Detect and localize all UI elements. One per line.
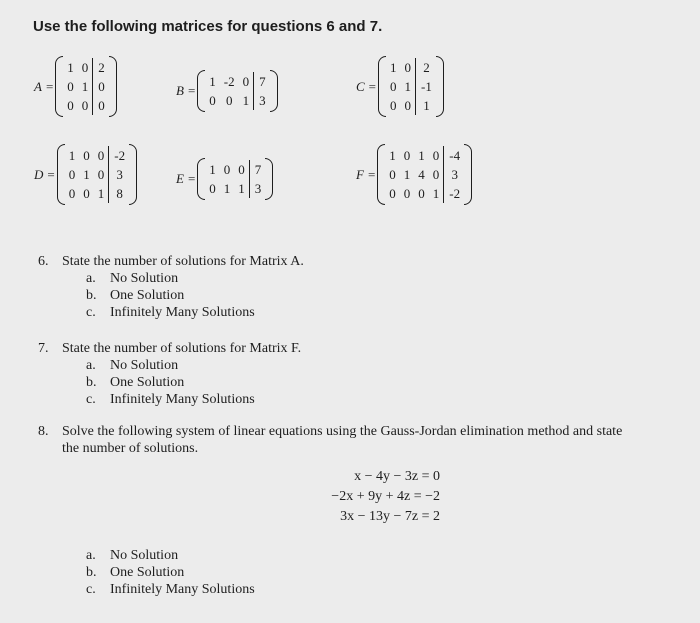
option-no-solution[interactable] xyxy=(86,357,255,374)
matrix-table xyxy=(386,58,436,115)
question-6-options xyxy=(86,270,255,321)
matrix-cell: 0 xyxy=(432,148,440,163)
matrix-cell: -4 xyxy=(444,146,464,165)
option-text: One Solution xyxy=(110,375,185,390)
matrix-cell: 1 xyxy=(403,167,411,182)
question-text: State the number of solutions for Matrix A. xyxy=(62,254,304,269)
matrix-cell: 1 xyxy=(97,186,105,201)
matrix-cell: 0 xyxy=(67,79,74,94)
question-text: State the number of solutions for Matrix F. xyxy=(62,341,302,356)
matrix-cell: 0 xyxy=(81,60,89,75)
equation: 3x − 13y − 7z = 2 xyxy=(340,509,440,524)
matrix-b xyxy=(176,70,278,112)
option-one-solution[interactable] xyxy=(86,564,255,581)
matrix-cell: 1 xyxy=(418,148,425,163)
matrix-brackets xyxy=(378,56,444,117)
matrix-name: C xyxy=(356,78,365,94)
matrix-c xyxy=(356,56,444,117)
question-number: 8. xyxy=(38,424,49,439)
matrix-table xyxy=(205,72,269,110)
option-infinitely-many[interactable] xyxy=(86,581,255,598)
matrix-e xyxy=(176,158,273,200)
matrix-cell: 0 xyxy=(390,79,397,94)
question-number: 7. xyxy=(38,341,49,356)
option-text: No Solution xyxy=(110,358,179,373)
matrix-cell: 0 xyxy=(404,60,412,75)
matrix-name: E xyxy=(176,171,184,186)
matrix-cell: 0 xyxy=(403,148,411,163)
matrix-cell: 0 xyxy=(93,96,109,115)
equation: x − 4y − 3z = 0 xyxy=(354,469,440,484)
matrix-cell: 0 xyxy=(404,98,412,113)
option-letter: b. xyxy=(86,375,97,390)
matrix-cell: 0 xyxy=(97,167,105,182)
option-text: No Solution xyxy=(110,271,179,286)
option-text: No Solution xyxy=(110,548,179,563)
matrix-cell: 7 xyxy=(254,72,270,91)
matrix-cell: 0 xyxy=(83,148,90,163)
matrix-cell: -2 xyxy=(109,146,129,165)
question-number: 6. xyxy=(38,254,49,269)
matrix-cell: 1 xyxy=(83,167,90,182)
matrix-cell: 7 xyxy=(249,160,265,179)
matrix-cell: 0 xyxy=(225,93,233,108)
equation: −2x + 9y + 4z = −2 xyxy=(331,489,440,504)
matrix-cell: 0 xyxy=(389,186,396,201)
matrix-cell: 3 xyxy=(254,91,270,110)
option-one-solution[interactable] xyxy=(86,287,255,304)
matrix-cell: 0 xyxy=(390,98,397,113)
matrix-cell: 1 xyxy=(209,74,216,89)
option-text: Infinitely Many Solutions xyxy=(110,582,255,597)
matrix-cell: 0 xyxy=(209,181,216,196)
matrix-name: B xyxy=(176,83,184,98)
matrix-a xyxy=(34,56,117,117)
matrix-cell: 1 xyxy=(404,79,412,94)
matrix-name: F xyxy=(356,166,364,182)
matrix-cell: 0 xyxy=(83,186,90,201)
option-letter: a. xyxy=(86,358,96,373)
matrix-cell: 1 xyxy=(416,96,436,115)
matrix-cell: 0 xyxy=(403,186,411,201)
option-one-solution[interactable] xyxy=(86,374,255,391)
matrix-cell: 1 xyxy=(389,148,396,163)
matrix-cell: 4 xyxy=(418,167,425,182)
matrix-cell: 0 xyxy=(432,167,440,182)
matrix-cell: 1 xyxy=(223,181,231,196)
matrix-cell: 1 xyxy=(68,148,76,163)
option-letter: a. xyxy=(86,271,96,286)
equals-sign: = xyxy=(187,171,196,186)
option-infinitely-many[interactable] xyxy=(86,391,255,408)
matrix-d xyxy=(34,144,137,205)
question-8 xyxy=(38,423,688,457)
worksheet-heading: Use the following matrices for questions 6 and 7. xyxy=(33,18,383,35)
matrix-cell: 0 xyxy=(389,167,396,182)
option-text: One Solution xyxy=(110,288,185,303)
matrix-brackets xyxy=(197,70,277,112)
matrix-cell: 2 xyxy=(416,58,436,77)
question-text-line-1: Solve the following system of linear equations using the Gauss-Jordan elimination method and state xyxy=(62,424,623,439)
matrix-cell: 1 xyxy=(390,60,397,75)
equals-sign: = xyxy=(45,78,54,94)
option-letter: b. xyxy=(86,288,97,303)
option-letter: a. xyxy=(86,548,96,563)
matrix-cell: 0 xyxy=(93,77,109,96)
matrix-brackets xyxy=(55,56,117,117)
option-text: One Solution xyxy=(110,565,185,580)
option-text: Infinitely Many Solutions xyxy=(110,392,255,407)
question-6 xyxy=(38,253,304,270)
option-letter: c. xyxy=(86,305,96,320)
matrix-brackets xyxy=(377,144,472,205)
matrix-table xyxy=(205,160,265,198)
matrix-cell: 1 xyxy=(242,93,250,108)
equals-sign: = xyxy=(187,83,196,98)
option-infinitely-many[interactable] xyxy=(86,304,255,321)
matrix-table xyxy=(63,58,109,115)
option-letter: c. xyxy=(86,392,96,407)
equals-sign: = xyxy=(47,166,55,182)
matrix-cell: 0 xyxy=(97,148,105,163)
matrix-table xyxy=(385,146,464,203)
option-no-solution[interactable] xyxy=(86,270,255,287)
matrix-cell: 3 xyxy=(109,165,129,184)
matrix-cell: -2 xyxy=(223,74,235,89)
matrix-cell: 0 xyxy=(209,93,216,108)
matrix-cell: 0 xyxy=(242,74,250,89)
matrix-cell: 0 xyxy=(238,162,245,177)
equals-sign: = xyxy=(367,166,376,182)
matrix-cell: 0 xyxy=(418,186,425,201)
matrix-cell: 0 xyxy=(81,98,89,113)
question-text-line-2: the number of solutions. xyxy=(62,441,199,456)
option-no-solution[interactable] xyxy=(86,547,255,564)
matrix-cell: 3 xyxy=(249,179,265,198)
option-text: Infinitely Many Solutions xyxy=(110,305,255,320)
matrix-name: A xyxy=(34,78,42,94)
option-letter: c. xyxy=(86,582,96,597)
matrix-f xyxy=(356,144,472,205)
matrix-cell: 1 xyxy=(81,79,89,94)
matrix-cell: 0 xyxy=(68,186,76,201)
matrix-cell: 0 xyxy=(67,98,74,113)
matrix-cell: 8 xyxy=(109,184,129,203)
matrix-cell: 3 xyxy=(444,165,464,184)
matrix-cell: 0 xyxy=(223,162,231,177)
matrix-cell: -2 xyxy=(444,184,464,203)
equals-sign: = xyxy=(368,78,377,94)
matrix-cell: -1 xyxy=(416,77,436,96)
equation-system xyxy=(290,467,440,527)
question-7 xyxy=(38,340,301,357)
question-8-options xyxy=(86,547,255,598)
matrix-name: D xyxy=(34,166,44,182)
option-letter: b. xyxy=(86,565,97,580)
matrix-cell: 0 xyxy=(68,167,76,182)
matrix-cell: 1 xyxy=(67,60,74,75)
matrix-brackets xyxy=(197,158,273,200)
matrix-brackets xyxy=(57,144,137,205)
matrix-cell: 1 xyxy=(238,181,245,196)
matrix-table xyxy=(65,146,129,203)
matrix-cell: 2 xyxy=(93,58,109,77)
matrix-cell: 1 xyxy=(209,162,216,177)
question-7-options xyxy=(86,357,255,408)
matrix-cell: 1 xyxy=(432,186,440,201)
